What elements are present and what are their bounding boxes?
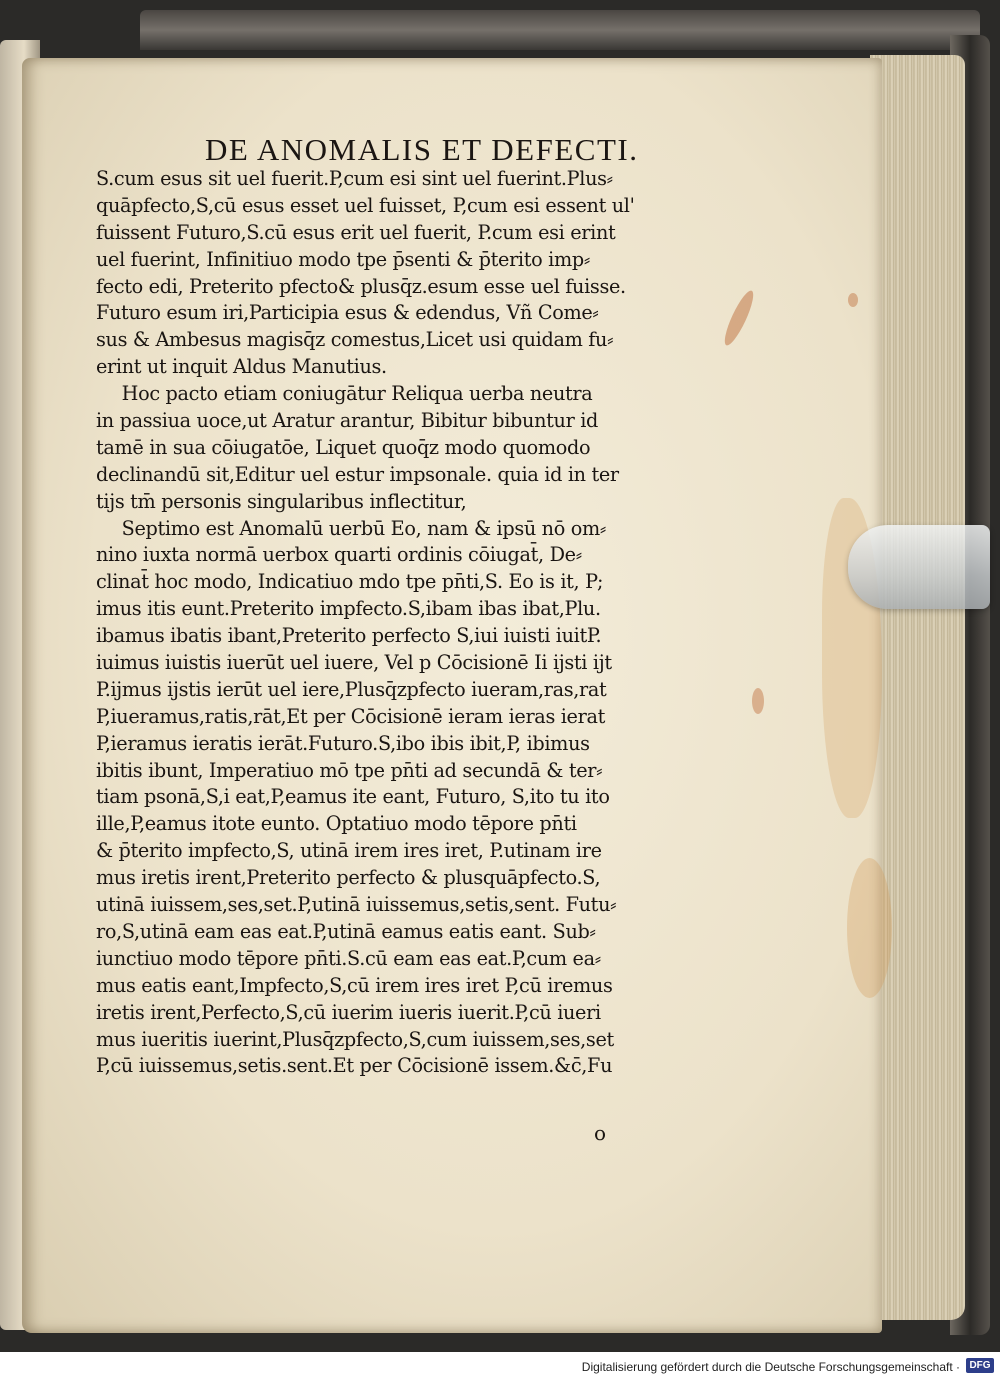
text-line: mus eatis eant,Impfecto,S,cū irem ires iret P,cū iremus	[96, 973, 613, 997]
text-line: tijs tm̄ personis singularibus inflectitur,	[96, 489, 467, 513]
text-line: nino iuxta normā uerbox quarti ordinis cōiugat̄, De⸗	[96, 543, 582, 567]
running-header: DE ANOMALIS ET DEFECTI.	[205, 132, 639, 167]
text-line: ille,P,eamus itote eunto. Optatiuo modo tēpore pn̄ti	[96, 812, 577, 836]
page-fore-edge	[870, 55, 965, 1320]
text-line: ro,S,utinā eam eas eat.P,utinā eamus eatis eant. Sub⸗	[96, 919, 596, 943]
text-line: fecto edi, Preterito pfecto& plusq̄z.esum esse uel fuisse.	[96, 274, 626, 298]
water-stain	[847, 858, 892, 998]
text-line: imus itis eunt.Preterito impfecto.S,ibam ibas ibat,Plu.	[96, 597, 601, 621]
text-line: declinandū sit,Editur uel estur impsonale. quia id in ter	[96, 462, 619, 486]
text-line: iunctiuo modo tēpore pn̄ti.S.cū eam eas eat.P,cum ea⸗	[96, 946, 601, 970]
text-line: uel fuerint, Infinitiuo modo tpe p̄senti & p̄terito imp⸗	[96, 247, 590, 271]
text-line: S.cum esus sit uel fuerit.P,cum esi sint uel fuerint.Plus⸗	[96, 167, 613, 190]
text-line: & p̄terito impfecto,S, utinā irem ires iret, P.utinam ire	[96, 839, 602, 863]
text-line: utinā iuissem,ses,set.P,utinā iuissemus,setis,sent. Futu⸗	[96, 893, 617, 917]
text-line: erint ut inquit Aldus Manutius.	[96, 355, 387, 379]
text-line: quāpfecto,S,cū esus esset uel fuisset, P,cum esi essent ul'	[96, 193, 635, 217]
dfg-logo-icon: DFG	[966, 1358, 994, 1373]
text-line: iretis irent,Perfecto,S,cū iuerim iueris iuerit.P,cū iueri	[96, 1000, 601, 1024]
foxing-mark	[720, 288, 758, 348]
text-line: P.ijmus ijstis ierūt uel iere,Plusq̄zpfecto iueram,ras,rat	[96, 677, 607, 701]
text-line: mus iueritis iuerint,Plusq̄zpfecto,S,cum iuissem,ses,set	[96, 1027, 614, 1051]
text-line: clinat̄ hoc modo, Indicatiuo mdo tpe pn̄ti,S. Eo is it, P;	[96, 570, 604, 594]
catchword: o	[594, 1121, 607, 1145]
text-line: fuissent Futuro,S.cū esus erit uel fuerit, P.cum esi erint	[96, 220, 616, 244]
text-line: mus iretis irent,Preterito perfecto & plusquāpfecto.S,	[96, 866, 601, 890]
text-line: Futuro esum iri,Participia esus & edendus, Vñ Come⸗	[96, 301, 599, 325]
text-line: iuimus iuistis iuerūt uel iuere, Vel p Cōcisionē Ii ijsti ijt	[96, 651, 612, 675]
footer-bar	[0, 1352, 1000, 1381]
text-line: Septimo est Anomalū uerbū Eo, nam & ipsū nō om⸗	[121, 516, 606, 540]
text-line: Hoc pacto etiam coniugātur Reliqua uerba neutra	[121, 382, 593, 406]
body-text	[96, 166, 716, 1080]
text-line: sus & Ambesus magisq̄z comestus,Licet usi quidam fu⸗	[96, 328, 614, 352]
foxing-mark	[752, 688, 764, 714]
funding-credit: Digitalisierung gefördert durch die Deutsche Forschungsgemeinschaft ·	[581, 1360, 960, 1374]
page-clip	[848, 525, 990, 609]
book-cover-board	[140, 10, 980, 50]
text-line: ibitis ibunt, Imperatiuo mō tpe pn̄ti ad secundā & ter⸗	[96, 758, 603, 782]
text-line: tiam psonā,S,i eat,P,eamus ite eant, Futuro, S,ito tu ito	[96, 785, 610, 809]
text-line: P,ieramus ieratis ierāt.Futuro.S,ibo ibis ibit,P, ibimus	[96, 731, 590, 755]
text-line: P,cū iuissemus,setis.sent.Et per Cōcisionē issem.&c̄,Fu	[96, 1054, 613, 1078]
text-line: tamē in sua cōiugatōe, Liquet quoq̄z modo quomodo	[96, 435, 591, 459]
text-line: in passiua uoce,ut Aratur arantur, Bibitur bibuntur id	[96, 409, 598, 433]
foxing-mark	[848, 293, 858, 307]
text-line: ibamus ibatis ibant,Preterito perfecto S,iui iuisti iuitP.	[96, 624, 602, 648]
text-line: P,iueramus,ratis,rāt,Et per Cōcisionē ieram ieras ierat	[96, 704, 605, 728]
